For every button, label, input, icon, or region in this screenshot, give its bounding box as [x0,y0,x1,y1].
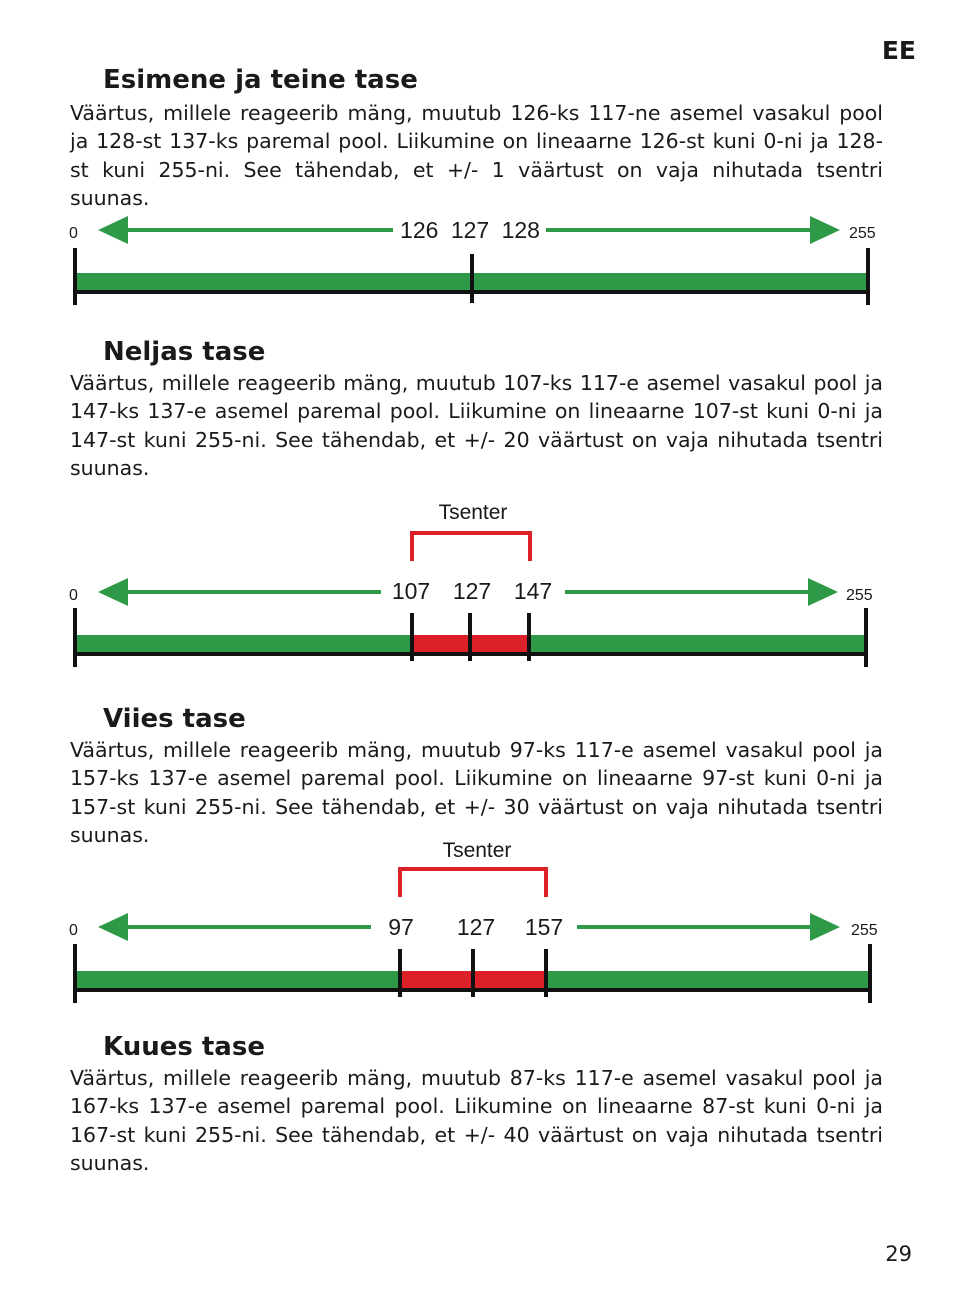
range-value-center: 127 [450,217,490,243]
range-center-values [400,217,540,243]
section-text-sixth-level: Väärtus, millele reageerib mäng, muutub 87-ks 117-e asemel vasakul pool ja 167-ks 137-e asemel paremal pool. Liikumine on lineaarne 87-st kuni 0-ni ja 167-st kuni 255-ni. See tähendab, et +/- 40 väärtust on vaja nihutada tsentri suunas. [70,1066,883,1175]
section-title-fourth-level: Neljas tase [103,337,266,367]
range-value-right: 157 [524,914,564,940]
section-text-first-second-level: Väärtus, millele reageerib mäng, muutub 126-ks 117-ne asemel vasakul pool ja 128-st 137-ks paremal pool. Liikumine on lineaarne 126-st kuni 0-ni ja 128-st kuni 255-ni. See tähendab, et +/- 1 väärtust on vaja nihutada tsentri suunas. [70,101,883,210]
range-min-label: 0 [69,225,78,242]
left-arrowhead [98,216,128,244]
center-label: Tsenter [438,501,508,524]
range-value-right: 147 [513,578,553,604]
range-min-label: 0 [69,587,78,604]
range-value-center: 127 [456,914,496,940]
section-text-fourth-level: Väärtus, millele reageerib mäng, muutub 107-ks 117-e asemel vasakul pool ja 147-ks 137-e asemel paremal pool. Liikumine on lineaarne 107-st kuni 0-ni ja 147-st kuni 255-ni. See tähendab, et +/- 20 väärtust on vaja nihutada tsentri suunas. [70,371,883,480]
center-label: Tsenter [442,839,512,862]
range-diagram-2 [0,495,954,670]
section-title-first-second-level: Esimene ja teine tase [103,65,418,95]
range-value-left: 97 [388,914,414,940]
right-arrowhead [808,578,838,606]
range-diagram-1 [0,210,954,305]
range-value-right: 128 [501,217,540,243]
left-arrowhead [98,578,128,606]
left-arrowhead [98,913,128,941]
range-value-center: 127 [452,578,492,604]
range-value-left: 107 [391,578,431,604]
section-text-fifth-level: Väärtus, millele reageerib mäng, muutub 97-ks 117-e asemel vasakul pool ja 157-ks 137-e asemel paremal pool. Liikumine on lineaarne 97-st kuni 0-ni ja 157-st kuni 255-ni. See tähendab, et +/- 30 väärtust on vaja nihutada tsentri suunas. [70,738,883,847]
section-title-fifth-level: Viies tase [103,704,246,734]
range-max-label: 255 [851,922,878,939]
green-bar-right [546,971,870,989]
range-max-label: 255 [846,587,873,604]
right-arrowhead [810,216,840,244]
green-bar-right [530,635,866,653]
range-max-label: 255 [849,225,876,242]
range-min-label: 0 [69,922,78,939]
section-title-sixth-level: Kuues tase [103,1032,265,1062]
range-diagram-3 [0,832,954,1007]
page-number: 29 [885,1242,912,1266]
center-bracket [412,533,530,561]
language-code: EE [881,36,916,65]
center-bracket [400,869,546,897]
green-bar-left [75,971,400,989]
right-arrowhead [810,913,840,941]
range-value-left: 126 [400,217,439,243]
green-bar-left [75,635,412,653]
